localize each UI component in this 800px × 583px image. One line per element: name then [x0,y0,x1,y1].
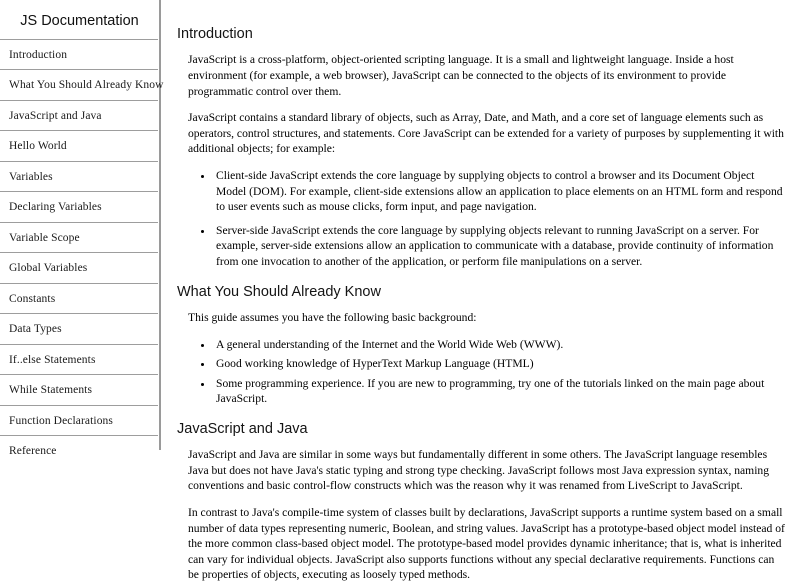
sidebar-item-label: Variables [9,170,53,183]
list-item: • Good working knowledge of HyperText Markup Language (HTML) [214,356,786,372]
sidebar-item-function-declarations[interactable] [0,405,158,436]
section-paragraph: JavaScript is a cross-platform, object-oriented scripting language. It is a small and lightweight language. Inside a host environment (for example, a web browser), JavaScript can be connected to the objects of its environment to provide programmatic control over them. [188,53,734,98]
sidebar-item-list [0,39,164,466]
sidebar-item-label: While Statements [9,384,93,397]
sidebar-item-label: Hello World [9,140,67,153]
list-item: • A general understanding of the Internet and the World Wide Web (WWW). [214,337,786,353]
sidebar-item-label: Variable Scope [9,231,80,244]
sidebar-item-variables[interactable] [0,161,158,192]
content-section [177,284,786,407]
sidebar-item-data-types[interactable] [0,313,158,344]
section-bullet-list [177,337,786,407]
sidebar-item-constants[interactable] [0,283,158,314]
section-heading: Introduction [177,26,253,42]
content-section [177,26,786,270]
sidebar-item-label: JavaScript and Java [9,109,102,122]
sidebar-item-while-statements[interactable] [0,374,158,405]
list-item: • Server-side JavaScript extends the core language by supplying objects relevant to running JavaScript on a server. For example, server-side extensions allow an application to communicate with a database, provide continuity of information from one invocation to another of the application, or perform file manipulations on a server. [214,223,786,270]
sidebar-item-label: Declaring Variables [9,201,102,214]
sidebar-item-reference[interactable] [0,435,158,466]
sidebar-item-label: Reference [9,445,57,458]
sidebar-item-label: Function Declarations [9,414,113,427]
list-item: • Some programming experience. If you are new to programming, try one of the tutorials linked on the main page about JavaScript. [214,376,786,407]
content-section [177,421,786,583]
main-content [161,0,800,582]
section-paragraph: This guide assumes you have the following basic background: [188,310,477,324]
sidebar-item-variable-scope[interactable] [0,222,158,253]
sidebar-title: JS Documentation [20,13,139,29]
sidebar-item-label: Constants [9,292,56,305]
sidebar-item-label: What You Should Already Know [9,79,164,92]
section-bullet-list [177,168,786,270]
section-heading: What You Should Already Know [177,283,381,300]
sidebar-item-label: Introduction [9,48,68,61]
list-item: • Client-side JavaScript extends the core language by supplying objects to control a browser and its Document Object Model (DOM). For example, client-side extensions allow an application to place elements on an HTML form and respond to user events such as mouse clicks, form input, and page navigation. [214,168,786,215]
sidebar-item-label: Global Variables [9,262,88,275]
section-paragraph: JavaScript contains a standard library of objects, such as Array, Date, and Math, and a core set of language elements such as operators, control structures, and statements. Core JavaScript can be extended for a variety of purposes by supplementing it with additional objects; for example: [188,111,784,156]
section-paragraph: JavaScript and Java are similar in some ways but fundamentally different in some others. The JavaScript language resembles Java but does not have Java's static typing and strong type checking. JavaScript follows most Java expression syntax, naming conventions and basic control-flow constructs which was the reason why it was renamed from LiveScript to JavaScript. [188,448,770,493]
sidebar-item-what-you-should-already-know[interactable] [0,69,164,100]
sidebar-item-if-else-statements[interactable] [0,344,158,375]
section-heading: JavaScript and Java [177,420,308,437]
sidebar-item-introduction[interactable] [0,39,158,70]
section-paragraph: In contrast to Java's compile-time system of classes built by declarations, JavaScript supports a runtime system based on a small number of data types representing numeric, Boolean, and string values. JavaScript has a prototype-based object model instead of the more common class-based object model. The prototype-based model provides dynamic inheritance; that is, what is inherited can vary for individual objects. JavaScript also supports functions without any special declarative requirements. Functions can be properties of objects, executing as loosely typed methods. [188,506,785,582]
sidebar-item-label: Data Types [9,323,62,336]
sidebar-navigation [0,0,164,458]
sidebar-item-global-variables[interactable] [0,252,158,283]
sidebar-item-label: If..else Statements [9,353,96,366]
sidebar-item-declaring-variables[interactable] [0,191,158,222]
sidebar-item-hello-world[interactable] [0,130,158,161]
sidebar-item-javascript-and-java[interactable] [0,100,158,131]
